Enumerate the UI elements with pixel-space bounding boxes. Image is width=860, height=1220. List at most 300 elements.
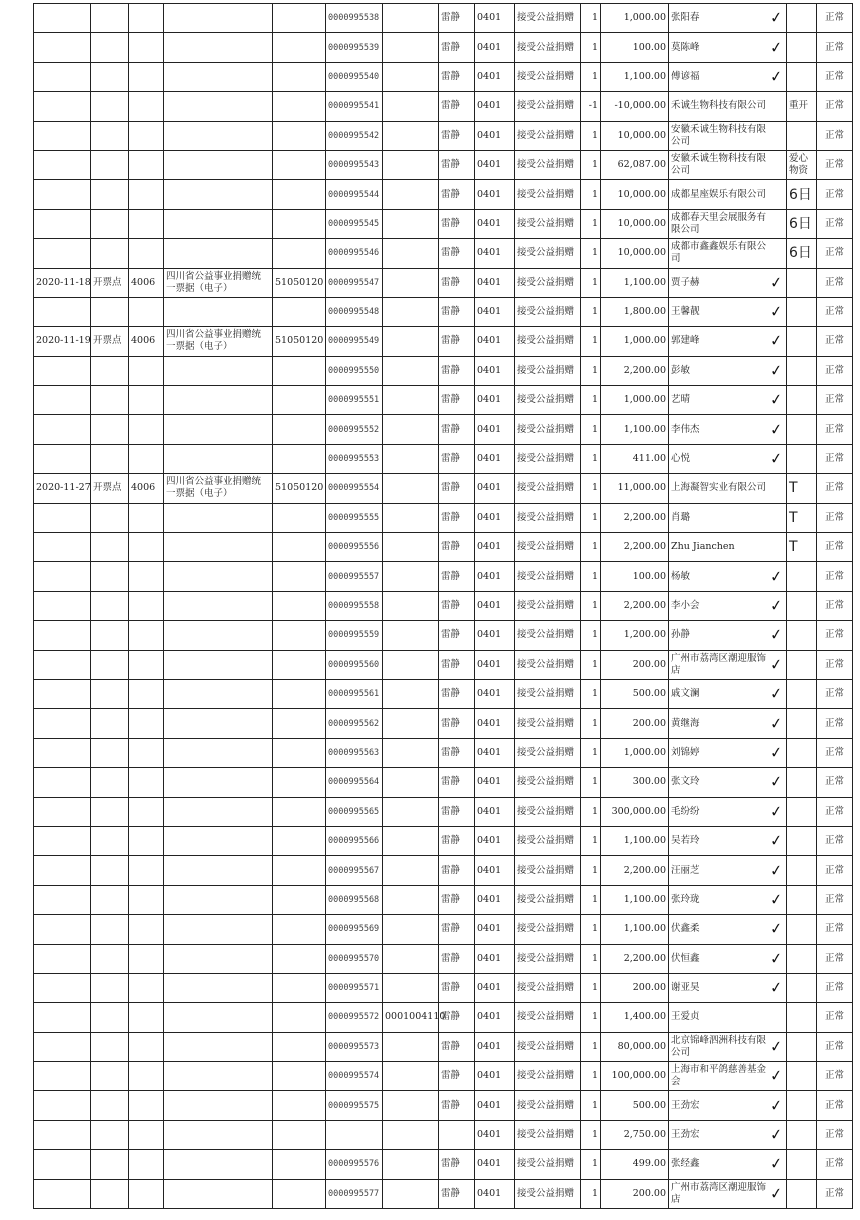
item-cell-text: 接受公益捐赠	[517, 129, 575, 141]
item-code-cell	[475, 1003, 515, 1032]
item-code-cell	[475, 856, 515, 885]
receipt-number-cell-text: 0000995556	[328, 542, 380, 553]
item-cell-text: 接受公益捐赠	[517, 1099, 575, 1111]
region-code-cell	[273, 768, 326, 797]
extra-number-cell	[383, 503, 439, 532]
checkmark-icon: ✓	[769, 1036, 784, 1056]
item-cell	[515, 150, 581, 179]
region-code-cell	[273, 562, 326, 591]
item-cell	[515, 1062, 581, 1091]
bill-name-cell	[164, 444, 273, 473]
payer-cell	[669, 826, 787, 855]
quantity-cell	[581, 1003, 601, 1032]
item-cell-text: 接受公益捐赠	[517, 776, 575, 788]
code-cell	[129, 1062, 164, 1091]
item-cell	[515, 503, 581, 532]
payer-cell	[669, 797, 787, 826]
quantity-cell	[581, 1062, 601, 1091]
receipt-number-cell	[326, 679, 383, 708]
receipt-number-cell-text: 0000995576	[328, 1159, 380, 1170]
donation-ledger-table	[33, 3, 853, 1209]
receipt-number-cell	[326, 4, 383, 33]
table-row	[34, 386, 853, 415]
note-cell	[787, 4, 817, 33]
item-code-cell-text: 0401	[477, 364, 502, 376]
region-code-cell	[273, 33, 326, 62]
handler-cell-text: 雷静	[441, 100, 461, 112]
status-cell	[817, 327, 853, 356]
checkmark-icon: ✓	[769, 684, 784, 704]
quantity-cell-text: 1	[591, 923, 598, 935]
quantity-cell-text: 1	[591, 511, 598, 523]
region-code-cell	[273, 915, 326, 944]
date-cell	[34, 92, 91, 121]
handler-cell	[439, 4, 475, 33]
payer-cell-text: 戚文澜	[671, 688, 700, 700]
table-row	[34, 591, 853, 620]
item-code-cell	[475, 327, 515, 356]
quantity-cell-text: 1	[591, 658, 598, 670]
receipt-number-cell-text: 0000995552	[328, 424, 380, 435]
item-code-cell-text: 0401	[477, 1187, 502, 1199]
kind-cell	[91, 327, 129, 356]
item-code-cell	[475, 709, 515, 738]
status-cell-text: 正常	[824, 482, 844, 494]
status-cell-text: 正常	[824, 364, 844, 376]
bill-name-cell-text: 四川省公益事业捐赠统一票据（电子）	[166, 476, 262, 500]
extra-number-cell	[383, 239, 439, 268]
note-cell	[787, 297, 817, 326]
table-row	[34, 474, 853, 503]
amount-cell	[601, 650, 669, 679]
amount-cell-text: 300,000.00	[611, 805, 666, 817]
bill-name-cell	[164, 679, 273, 708]
payer-cell-text: 肖璐	[671, 511, 691, 523]
item-code-cell	[475, 297, 515, 326]
payer-cell	[669, 679, 787, 708]
item-cell	[515, 180, 581, 209]
item-cell-text: 接受公益捐赠	[517, 394, 575, 406]
code-cell	[129, 62, 164, 91]
date-cell	[34, 4, 91, 33]
receipt-number-cell-text: 0000995573	[328, 1041, 380, 1052]
payer-cell	[669, 1032, 787, 1061]
amount-cell	[601, 356, 669, 385]
status-cell-text: 正常	[824, 864, 844, 876]
kind-cell	[91, 885, 129, 914]
extra-number-cell	[383, 768, 439, 797]
quantity-cell	[581, 327, 601, 356]
checkmark-icon: ✓	[769, 625, 784, 645]
region-code-cell	[273, 621, 326, 650]
extra-number-cell	[383, 738, 439, 767]
item-cell-text: 接受公益捐赠	[517, 805, 575, 817]
receipt-number-cell	[326, 503, 383, 532]
receipt-number-cell	[326, 209, 383, 238]
handler-cell	[439, 533, 475, 562]
receipt-number-cell-text: 0000995567	[328, 865, 380, 876]
item-cell	[515, 268, 581, 297]
quantity-cell-text: -1	[588, 100, 598, 112]
item-cell-text: 接受公益捐赠	[517, 100, 575, 112]
item-cell	[515, 650, 581, 679]
kind-cell	[91, 444, 129, 473]
item-code-cell-text: 0401	[477, 482, 502, 494]
handler-cell	[439, 856, 475, 885]
date-cell	[34, 1150, 91, 1179]
date-cell	[34, 444, 91, 473]
receipt-number-cell	[326, 297, 383, 326]
status-cell	[817, 239, 853, 268]
region-code-cell	[273, 650, 326, 679]
amount-cell-text: 1,100.00	[623, 70, 666, 82]
quantity-cell-text: 1	[591, 335, 598, 347]
item-cell-text: 接受公益捐赠	[517, 511, 575, 523]
receipt-number-cell	[326, 444, 383, 473]
table-row	[34, 327, 853, 356]
note-cell	[787, 797, 817, 826]
amount-cell-text: 200.00	[632, 1187, 666, 1199]
amount-cell-text: 100,000.00	[611, 1070, 666, 1082]
extra-number-cell	[383, 915, 439, 944]
item-code-cell-text: 0401	[477, 12, 502, 24]
status-cell-text: 正常	[824, 835, 844, 847]
date-cell	[34, 885, 91, 914]
amount-cell-text: 10,000.00	[617, 247, 666, 259]
receipt-number-cell-text: 0000995568	[328, 894, 380, 905]
quantity-cell-text: 1	[591, 717, 598, 729]
payer-cell	[669, 92, 787, 121]
item-cell-text: 接受公益捐赠	[517, 335, 575, 347]
kind-cell	[91, 1003, 129, 1032]
status-cell-text: 正常	[824, 100, 844, 112]
item-cell-text: 接受公益捐赠	[517, 982, 575, 994]
region-code-cell-text: 51050120	[275, 276, 324, 288]
handler-cell-text: 雷静	[441, 364, 461, 376]
status-cell	[817, 356, 853, 385]
kind-cell	[91, 92, 129, 121]
status-cell-text: 正常	[824, 188, 844, 200]
item-code-cell	[475, 1120, 515, 1149]
quantity-cell	[581, 268, 601, 297]
receipt-number-cell	[326, 474, 383, 503]
status-cell-text: 正常	[824, 658, 844, 670]
amount-cell	[601, 150, 669, 179]
handler-cell	[439, 121, 475, 150]
receipt-number-cell-text: 0000995565	[328, 806, 380, 817]
kind-cell	[91, 944, 129, 973]
amount-cell	[601, 591, 669, 620]
status-cell-text: 正常	[824, 717, 844, 729]
receipt-number-cell	[326, 1003, 383, 1032]
note-cell-text: T	[789, 539, 798, 556]
item-code-cell	[475, 386, 515, 415]
amount-cell-text: 1,100.00	[623, 893, 666, 905]
bill-name-cell	[164, 121, 273, 150]
handler-cell	[439, 944, 475, 973]
handler-cell-text: 雷静	[441, 1158, 461, 1170]
payer-cell	[669, 386, 787, 415]
status-cell	[817, 709, 853, 738]
checkmark-icon: ✓	[769, 66, 784, 87]
payer-cell-text: 王劲宏	[671, 1129, 700, 1141]
bill-name-cell-text: 四川省公益事业捐赠统一票据（电子）	[166, 270, 262, 294]
payer-cell-text: 贾子赫	[671, 276, 700, 288]
item-cell	[515, 1003, 581, 1032]
extra-number-cell	[383, 533, 439, 562]
status-cell-text: 正常	[824, 1187, 844, 1199]
item-code-cell	[475, 1062, 515, 1091]
payer-cell	[669, 180, 787, 209]
receipt-number-cell-text: 0000995539	[328, 42, 380, 53]
bill-name-cell	[164, 944, 273, 973]
region-code-cell	[273, 1062, 326, 1091]
bill-name-cell	[164, 297, 273, 326]
extra-number-cell	[383, 386, 439, 415]
code-cell	[129, 92, 164, 121]
quantity-cell-text: 1	[591, 394, 598, 406]
extra-number-cell	[383, 709, 439, 738]
payer-cell-text: 吴若玲	[671, 835, 700, 847]
table-row	[34, 738, 853, 767]
handler-cell	[439, 356, 475, 385]
payer-cell	[669, 1150, 787, 1179]
code-cell	[129, 150, 164, 179]
bill-name-cell	[164, 386, 273, 415]
date-cell	[34, 474, 91, 503]
kind-cell	[91, 1032, 129, 1061]
region-code-cell	[273, 415, 326, 444]
extra-number-cell	[383, 650, 439, 679]
table-row	[34, 297, 853, 326]
quantity-cell	[581, 297, 601, 326]
handler-cell-text: 雷静	[441, 482, 461, 494]
item-code-cell	[475, 33, 515, 62]
note-cell	[787, 621, 817, 650]
status-cell-text: 正常	[824, 1070, 844, 1082]
handler-cell	[439, 92, 475, 121]
status-cell-text: 正常	[824, 805, 844, 817]
code-cell	[129, 503, 164, 532]
amount-cell-text: 1,800.00	[623, 306, 666, 318]
amount-cell-text: 62,087.00	[617, 159, 666, 171]
kind-cell	[91, 150, 129, 179]
quantity-cell-text: 1	[591, 217, 598, 229]
receipt-number-cell-text: 0000995542	[328, 130, 380, 141]
handler-cell-text: 雷静	[441, 217, 461, 229]
code-cell	[129, 1003, 164, 1032]
item-cell	[515, 768, 581, 797]
payer-cell-text: 彭敏	[671, 364, 691, 376]
quantity-cell-text: 1	[591, 688, 598, 700]
note-cell	[787, 180, 817, 209]
status-cell-text: 正常	[824, 129, 844, 141]
amount-cell	[601, 1150, 669, 1179]
item-code-cell	[475, 268, 515, 297]
code-cell	[129, 915, 164, 944]
date-cell-text: 2020-11-18	[36, 276, 91, 288]
payer-cell	[669, 621, 787, 650]
item-cell-text: 接受公益捐赠	[517, 12, 575, 24]
quantity-cell-text: 1	[591, 41, 598, 53]
status-cell	[817, 1091, 853, 1120]
table-row	[34, 768, 853, 797]
extra-number-cell	[383, 33, 439, 62]
bill-name-cell	[164, 768, 273, 797]
region-code-cell	[273, 591, 326, 620]
code-cell	[129, 297, 164, 326]
checkmark-icon: ✓	[769, 1154, 784, 1174]
payer-cell	[669, 33, 787, 62]
handler-cell	[439, 1150, 475, 1179]
status-cell	[817, 209, 853, 238]
receipt-number-cell-text: 0000995553	[328, 454, 380, 465]
payer-cell	[669, 1179, 787, 1208]
note-cell	[787, 650, 817, 679]
receipt-number-cell	[326, 268, 383, 297]
status-cell	[817, 1003, 853, 1032]
code-cell	[129, 533, 164, 562]
status-cell-text: 正常	[824, 511, 844, 523]
amount-cell	[601, 1003, 669, 1032]
checkmark-icon: ✓	[769, 419, 784, 439]
status-cell-text: 正常	[824, 688, 844, 700]
item-cell-text: 接受公益捐赠	[517, 570, 575, 582]
extra-number-cell	[383, 621, 439, 650]
quantity-cell	[581, 92, 601, 121]
receipt-number-cell-text: 0000995563	[328, 747, 380, 758]
item-code-cell-text: 0401	[477, 247, 502, 259]
payer-cell	[669, 562, 787, 591]
extra-number-cell	[383, 1032, 439, 1061]
status-cell	[817, 679, 853, 708]
payer-cell	[669, 327, 787, 356]
item-code-cell-text: 0401	[477, 394, 502, 406]
amount-cell-text: 1,000.00	[623, 394, 666, 406]
receipt-number-cell-text: 0000995541	[328, 101, 380, 112]
quantity-cell	[581, 444, 601, 473]
checkmark-icon: ✓	[769, 566, 784, 586]
code-cell	[129, 679, 164, 708]
item-code-cell	[475, 121, 515, 150]
table-row	[34, 415, 853, 444]
table-row	[34, 1179, 853, 1208]
code-cell	[129, 797, 164, 826]
payer-cell-text: 伏恒鑫	[671, 952, 700, 964]
status-cell	[817, 444, 853, 473]
item-cell-text: 接受公益捐赠	[517, 717, 575, 729]
item-code-cell-text: 0401	[477, 952, 502, 964]
extra-number-cell	[383, 92, 439, 121]
bill-name-cell	[164, 915, 273, 944]
receipt-number-cell	[326, 856, 383, 885]
item-code-cell	[475, 239, 515, 268]
item-code-cell	[475, 591, 515, 620]
amount-cell	[601, 4, 669, 33]
date-cell	[34, 738, 91, 767]
code-cell	[129, 33, 164, 62]
quantity-cell-text: 1	[591, 541, 598, 553]
kind-cell	[91, 1120, 129, 1149]
item-code-cell	[475, 885, 515, 914]
payer-cell-text: 上海市和平鸽慈善基金会	[671, 1064, 767, 1088]
note-cell	[787, 1062, 817, 1091]
handler-cell-text: 雷静	[441, 541, 461, 553]
amount-cell	[601, 1032, 669, 1061]
item-cell	[515, 33, 581, 62]
note-cell	[787, 1032, 817, 1061]
quantity-cell-text: 1	[591, 629, 598, 641]
payer-cell-text: 毛纷纷	[671, 805, 700, 817]
item-code-cell	[475, 209, 515, 238]
kind-cell	[91, 503, 129, 532]
quantity-cell-text: 1	[591, 805, 598, 817]
handler-cell-text: 雷静	[441, 41, 461, 53]
handler-cell-text: 雷静	[441, 453, 461, 465]
status-cell	[817, 1032, 853, 1061]
payer-cell	[669, 297, 787, 326]
status-cell	[817, 1150, 853, 1179]
date-cell	[34, 268, 91, 297]
amount-cell-text: 500.00	[632, 688, 666, 700]
checkmark-icon: ✓	[769, 301, 784, 322]
amount-cell	[601, 1120, 669, 1149]
payer-cell-text: 心悦	[671, 453, 691, 465]
quantity-cell	[581, 768, 601, 797]
extra-number-cell	[383, 4, 439, 33]
handler-cell	[439, 973, 475, 1002]
table-row	[34, 121, 853, 150]
quantity-cell-text: 1	[591, 600, 598, 611]
amount-cell	[601, 474, 669, 503]
table-row	[34, 915, 853, 944]
note-cell	[787, 356, 817, 385]
item-cell	[515, 1150, 581, 1179]
status-cell-text: 正常	[824, 1129, 844, 1141]
item-code-cell	[475, 826, 515, 855]
receipt-number-cell	[326, 621, 383, 650]
payer-cell-text: 张文玲	[671, 776, 700, 788]
region-code-cell	[273, 973, 326, 1002]
handler-cell-text: 雷静	[441, 276, 461, 288]
payer-cell	[669, 209, 787, 238]
receipt-number-cell	[326, 591, 383, 620]
handler-cell	[439, 415, 475, 444]
bill-name-cell	[164, 92, 273, 121]
payer-cell	[669, 650, 787, 679]
handler-cell-text: 雷静	[441, 306, 461, 318]
note-cell	[787, 562, 817, 591]
receipt-number-cell	[326, 826, 383, 855]
item-cell-text: 接受公益捐赠	[517, 835, 575, 847]
kind-cell	[91, 562, 129, 591]
quantity-cell	[581, 503, 601, 532]
payer-cell-text: 张玲珑	[671, 893, 700, 905]
handler-cell-text: 雷静	[441, 835, 461, 847]
amount-cell-text: 2,200.00	[623, 364, 666, 376]
date-cell	[34, 297, 91, 326]
quantity-cell-text: 1	[591, 423, 598, 435]
handler-cell-text: 雷静	[441, 247, 461, 259]
item-code-cell	[475, 4, 515, 33]
status-cell	[817, 150, 853, 179]
receipt-number-cell	[326, 180, 383, 209]
status-cell	[817, 591, 853, 620]
kind-cell	[91, 1150, 129, 1179]
kind-cell	[91, 297, 129, 326]
item-cell	[515, 1179, 581, 1208]
status-cell-text: 正常	[824, 746, 844, 758]
